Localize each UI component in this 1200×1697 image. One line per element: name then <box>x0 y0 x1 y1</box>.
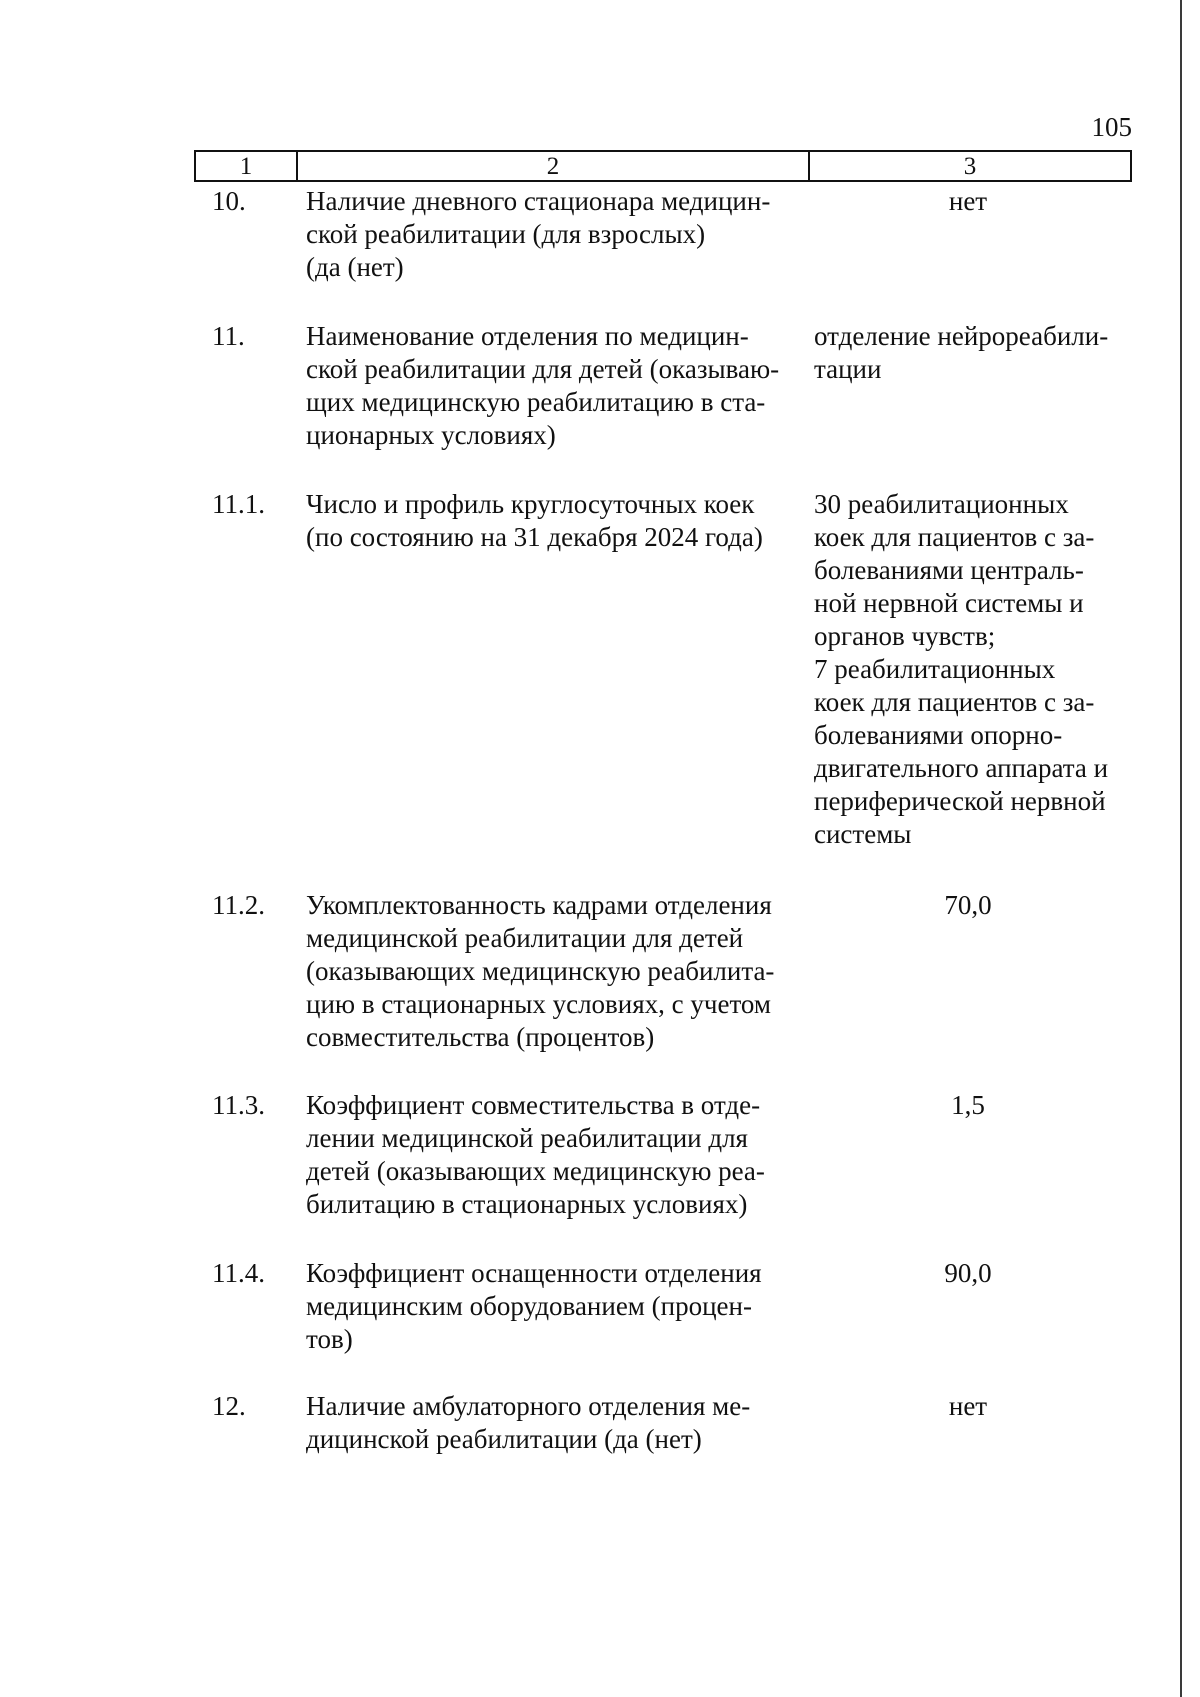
header-cell-3: 3 <box>808 152 1130 180</box>
row-value: 90,0 <box>944 1258 992 1288</box>
row-description: Укомплектованность кадрами отделения медицинской реабилитации для детей (оказывающих медицинскую реабилита- цию в стационарных условиях, с учетом совместительства (процентов) <box>306 890 775 1052</box>
table-row <box>194 1387 1132 1487</box>
row-value: 70,0 <box>944 890 992 920</box>
header-cell-2: 2 <box>296 152 808 180</box>
row-description: Коэффициент оснащенности отделения медицинским оборудованием (процен- тов) <box>306 1258 762 1354</box>
row-description: Наличие амбулаторного отделения ме- дицинской реабилитации (да (нет) <box>306 1391 751 1454</box>
table-row <box>194 886 1132 1086</box>
row-value: нет <box>948 186 988 216</box>
row-description: Наличие дневного стационара медицин- ской реабилитации (для взрослых) (да (нет) <box>306 186 771 282</box>
table-header <box>194 150 1132 182</box>
row-value: нет <box>948 1391 988 1421</box>
row-number: 10. <box>212 186 246 216</box>
row-value: отделение нейрореабили- тации <box>814 321 1109 384</box>
table-row <box>194 182 1132 317</box>
page-number: 105 <box>1091 112 1132 142</box>
row-description: Коэффициент совместительства в отде- лении медицинской реабилитации для детей (оказывающих медицинскую реа- билитацию в стационарных условиях) <box>306 1090 765 1219</box>
row-value: 30 реабилитационных коек для пациентов с за- болеваниями централь- ной нервной системы и органов чувств; 7 реабилитационных коек для пациентов с за- болеваниями опорно- двигательного аппарата и периферической нервной системы <box>814 489 1109 849</box>
row-number: 11.2. <box>212 890 265 920</box>
row-number: 11.4. <box>212 1258 265 1288</box>
row-number: 11. <box>212 321 245 351</box>
table-row <box>194 1254 1132 1387</box>
table-row <box>194 1086 1132 1254</box>
header-cell-1: 1 <box>239 153 253 180</box>
row-number: 11.3. <box>212 1090 265 1120</box>
row-number: 11.1. <box>212 489 265 519</box>
table-body <box>194 182 1132 1487</box>
table-row <box>194 317 1132 485</box>
row-description: Наименование отделения по медицин- ской реабилитации для детей (оказываю- щих медицинскую реабилитацию в ста- ционарных условиях) <box>306 321 780 450</box>
page-edge-line <box>1180 0 1182 1697</box>
table-row <box>194 485 1132 886</box>
row-number: 12. <box>212 1391 246 1421</box>
row-description: Число и профиль круглосуточных коек (по состоянию на 31 декабря 2024 года) <box>306 489 763 552</box>
row-value: 1,5 <box>951 1090 985 1120</box>
